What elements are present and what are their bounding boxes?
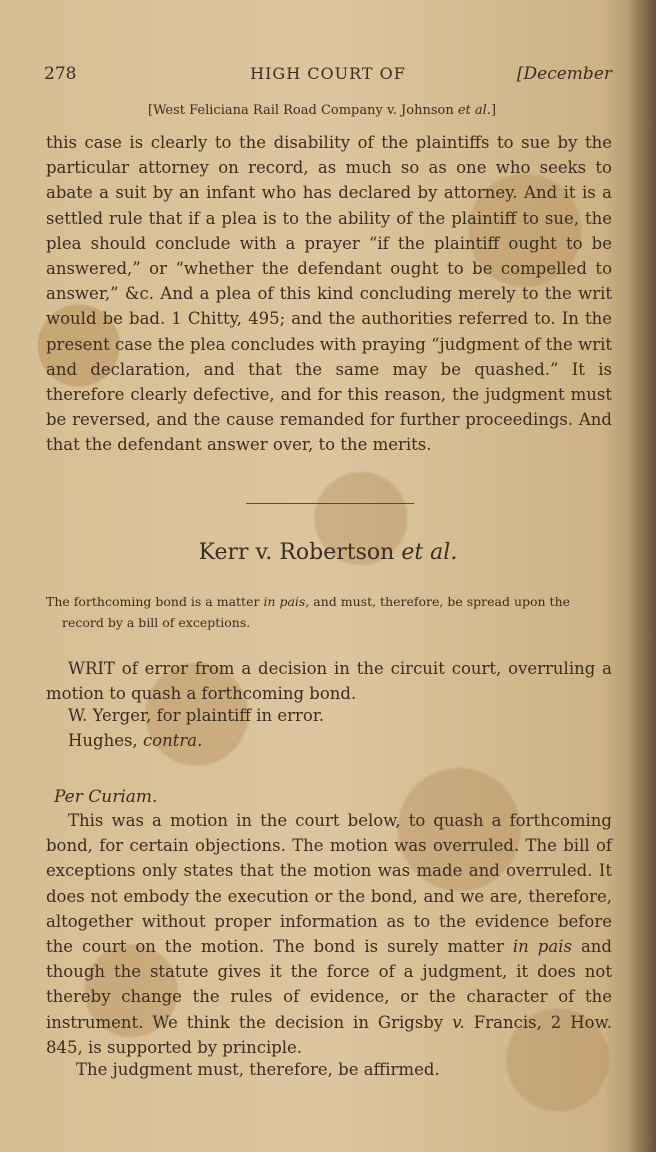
headnote-text: The forthcoming bond is a matter xyxy=(46,594,264,609)
headnote-italic: in pais, xyxy=(263,594,310,609)
counsel-plaintiff: W. Yerger, for plaintiff in error. xyxy=(68,706,325,725)
opinion-italic-2: v. xyxy=(452,1012,465,1032)
case-reference-suffix: ] xyxy=(490,103,497,118)
running-title: HIGH COURT OF xyxy=(250,64,406,83)
case-reference xyxy=(148,103,496,118)
running-date: [December xyxy=(516,64,612,84)
case-title xyxy=(0,540,656,565)
opinion-text-1: This was a motion in the court below, to quash a forthcoming bond, for certain objections. The motion was overruled. The bill of exceptions only states that the motion was made and overruled. It does not embody the execution or the bond, and we are, therefore, altogether without proper information as to the evidence before the court on the motion. The bond is surely matter xyxy=(46,811,612,957)
opinion-paragraph xyxy=(46,808,612,1060)
opinion-italic-1: in pais xyxy=(512,937,572,957)
opinion-text-3: Francis, 2 How. 845, is supported by principle. xyxy=(46,1012,613,1057)
headnote-text-2: and must, therefore, be spread upon the xyxy=(309,594,571,609)
writ-paragraph: WRIT of error from a decision in the circuit court, overruling a motion to quash a forthcoming bond. xyxy=(46,659,612,704)
page-header xyxy=(44,64,612,88)
section-divider xyxy=(246,503,414,504)
page-number: 278 xyxy=(44,64,77,84)
opinion-text-2: and though the statute gives it the force of a judgment, it does not thereby change the rules of evidence, or the character of the instrument. We think the decision in Grigsby xyxy=(46,937,612,1032)
counsel-contra xyxy=(68,731,202,750)
page-binding-shadow xyxy=(628,0,656,1152)
case-title-main: Kerr v. Robertson xyxy=(198,540,402,565)
headnote xyxy=(46,591,612,633)
conclusion-line: The judgment must, therefore, be affirmed. xyxy=(76,1060,440,1079)
headnote-continuation: record by a bill of exceptions. xyxy=(62,615,251,630)
counsel-contra-italic: contra. xyxy=(142,731,203,750)
per-curiam-heading: Per Curiam. xyxy=(54,787,158,807)
counsel-contra-name: Hughes, xyxy=(68,731,143,750)
case-reference-text: [West Feliciana Rail Road Company v. Johnson xyxy=(148,103,458,118)
case-title-italic: et al. xyxy=(401,540,458,565)
opinion-continuation-paragraph: this case is clearly to the disability of the plaintiffs to sue by the particular attorney on record, as much so as one who seeks to abate a suit by an infant who has declared by attorney. And it is a settled rule that if a plea is to the ability of the plaintiff to sue, the plea should conclude with a prayer “if the plaintiff ought to be answered,” or “whether the defendant ought to be compelled to answer,” &c. And a plea of this kind concluding merely to the writ would be bad. 1 Chitty, 495; and the authorities referred to. In the present case the plea concludes with praying “judgment of the writ and declaration, and that the same may be quashed.” It is therefore clearly defective, and for this reason, the judgment must be reversed, and the cause remanded for further proceedings. And that the defendant answer over, to the merits. xyxy=(46,133,612,455)
case-reference-italic: et al. xyxy=(457,103,491,118)
